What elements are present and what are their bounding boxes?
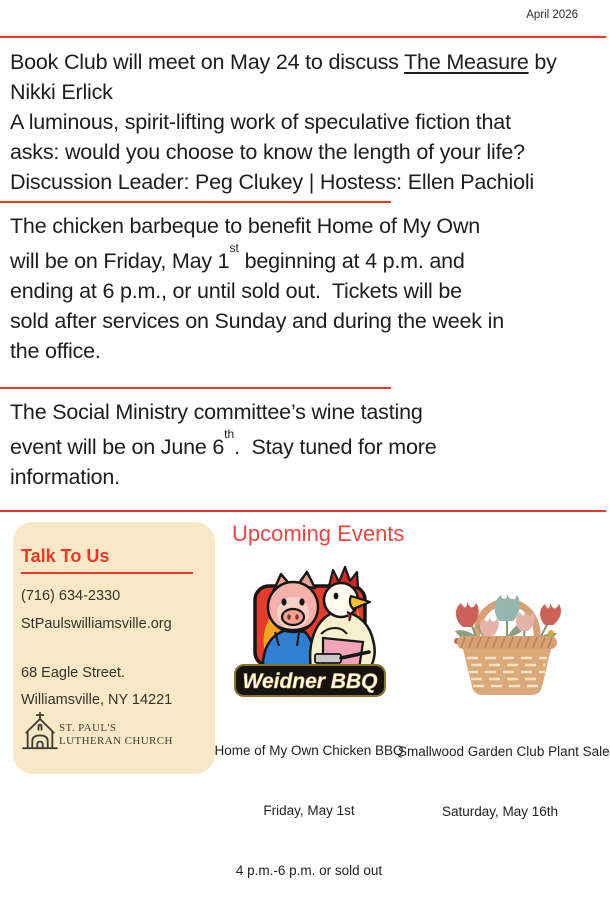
wine-text: event will be on June 6 bbox=[10, 435, 225, 460]
contact-address-city: Williamsville, NY 14221 bbox=[21, 692, 173, 708]
text-line: information. bbox=[10, 465, 120, 490]
contact-website-link[interactable]: StPaulswilliamsville.org bbox=[21, 616, 172, 632]
flower-basket-image bbox=[437, 565, 577, 696]
text-line: sold after services on Sunday and during the week in bbox=[10, 309, 504, 334]
wine-tasting-article bbox=[10, 397, 437, 492]
caption-line: Friday, May 1st bbox=[263, 803, 355, 818]
church-name-line1: ST. PAUL'S bbox=[59, 722, 117, 734]
contact-title: Talk To Us bbox=[21, 546, 110, 566]
text-line bbox=[10, 241, 504, 276]
text-line: The Social Ministry committee’s wine tasting bbox=[10, 400, 423, 424]
contact-card bbox=[13, 522, 215, 774]
text-line bbox=[10, 427, 437, 462]
text-line: asks: would you choose to know the length of your life? bbox=[10, 140, 525, 164]
book-club-text: Book Club will meet on May 24 to discuss bbox=[10, 50, 405, 74]
contact-phone: (716) 634-2330 bbox=[21, 588, 121, 604]
red-divider bbox=[0, 201, 391, 203]
wine-text: . Stay tuned for more bbox=[234, 435, 437, 460]
text-line: Discussion Leader: Peg Clukey | Hostess: Ellen Pachioli bbox=[10, 170, 534, 194]
bbq-text: will be on Friday, May 1 bbox=[10, 249, 230, 274]
text-line: The chicken barbeque to benefit Home of My Own bbox=[10, 214, 481, 238]
ordinal-suffix: th bbox=[224, 427, 235, 441]
upcoming-events-title: Upcoming Events bbox=[232, 521, 405, 546]
book-title: The Measure bbox=[404, 50, 529, 74]
book-club-text: by bbox=[528, 50, 557, 74]
ordinal-suffix: st bbox=[229, 241, 239, 255]
text-line: A luminous, spirit-lifting work of speculative fiction that bbox=[10, 110, 511, 134]
plant-sale-caption bbox=[398, 702, 610, 862]
bbq-logo-text: Weidner BBQ bbox=[242, 670, 378, 693]
caption-line: Home of My Own Chicken BBQ bbox=[214, 743, 404, 758]
bbq-event-caption bbox=[214, 701, 404, 921]
text-line: ending at 6 p.m., or until sold out. Tickets will be bbox=[10, 279, 462, 304]
text-line bbox=[10, 47, 557, 77]
book-club-article bbox=[10, 47, 557, 197]
contact-title-underline bbox=[21, 572, 193, 574]
church-icon bbox=[20, 710, 60, 754]
text-line: the office. bbox=[10, 339, 101, 364]
church-name-line2: LUTHERAN CHURCH bbox=[59, 735, 173, 747]
red-divider bbox=[0, 387, 391, 389]
church-name bbox=[59, 722, 173, 748]
text-line: Nikki Erlick bbox=[10, 80, 113, 104]
caption-line: Smallwood Garden Club Plant Sale bbox=[398, 744, 610, 759]
chicken-bbq-article bbox=[10, 211, 504, 366]
issue-date: April 2026 bbox=[526, 9, 578, 21]
red-divider-top bbox=[0, 36, 606, 38]
weidner-bbq-logo-image bbox=[229, 562, 389, 700]
contact-address-street: 68 Eagle Street. bbox=[21, 665, 125, 681]
caption-line: 4 p.m.-6 p.m. or sold out bbox=[235, 863, 383, 878]
caption-line: Saturday, May 16th bbox=[441, 804, 559, 819]
bbq-text: beginning at 4 p.m. and bbox=[238, 249, 465, 274]
red-divider-bottom bbox=[0, 510, 606, 512]
